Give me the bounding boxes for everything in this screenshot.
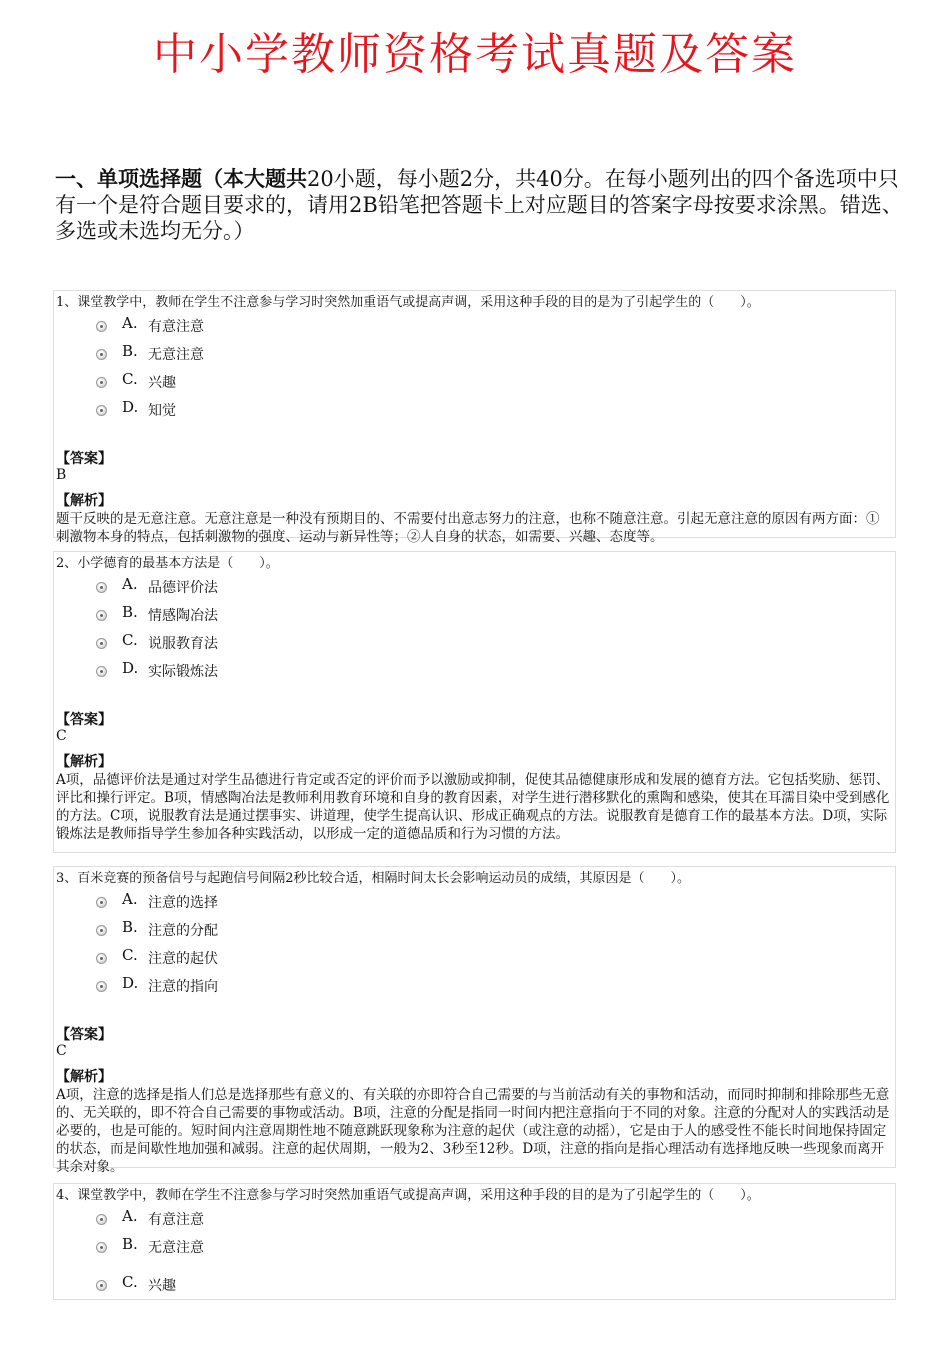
option-a[interactable] (54, 889, 895, 917)
option-c[interactable] (54, 369, 895, 397)
question-stem: 3、百米竞赛的预备信号与起跑信号间隔2秒比较合适，相隔时间太长会影响运动员的成绩，其原因是（ ）。 (56, 871, 691, 886)
radio-button[interactable] (96, 638, 107, 649)
option-text: 无意注意 (148, 1240, 204, 1256)
explanation-text: A项，品德评价法是通过对学生品德进行肯定或否定的评价而予以激励或抑制，促使其品德健康形成和发展的德育方法。它包括奖励、惩罚、评比和操行评定。B项，情感陶冶法是教师利用教育环境和自身的教育因素，对学生进行潜移默化的熏陶和感染，使其在耳濡目染中受到感化的方法。C项，说服教育法是通过摆事实、讲道理，使学生提高认识、形成正确观点的方法。说服教育是德育工作的最基本方法。D项，实际锻炼法是教师指导学生参加各种实践活动，以形成一定的道德品质和行为习惯的方法。 (56, 772, 890, 842)
answer-value: C (56, 1043, 67, 1059)
option-text: 兴趣 (148, 1278, 176, 1294)
explanation-text: 题干反映的是无意注意。无意注意是一种没有预期目的、不需要付出意志努力的注意，也称不随意注意。引起无意注意的原因有两方面：①刺激物本身的特点，包括刺激物的强度、运动与新异性等；②人自身的状态，如需要、兴趣、态度等。 (56, 511, 880, 545)
option-a[interactable] (54, 1206, 895, 1234)
option-letter: A. (122, 575, 138, 593)
radio-button[interactable] (96, 1214, 107, 1225)
option-text: 有意注意 (148, 319, 204, 335)
option-text: 知觉 (148, 403, 176, 419)
section-heading (55, 166, 905, 244)
option-text: 兴趣 (148, 375, 176, 391)
option-c[interactable] (54, 945, 895, 973)
option-b[interactable] (54, 917, 895, 945)
option-text: 注意的选择 (148, 895, 218, 911)
option-letter: C. (122, 1273, 138, 1291)
option-text: 注意的指向 (148, 979, 218, 995)
section-heading-bold: 一、单项选择题（本大题共 (55, 166, 307, 191)
explanation-label: 【解析】 (56, 1069, 112, 1085)
option-b[interactable] (54, 341, 895, 369)
option-letter: A. (122, 1207, 138, 1225)
radio-button[interactable] (96, 349, 107, 360)
radio-button[interactable] (96, 953, 107, 964)
option-letter: A. (122, 890, 138, 908)
option-letter: B. (122, 1235, 138, 1253)
option-b[interactable] (54, 1234, 895, 1262)
section-heading-text: 20小题，每小题2分，共40分。在每小题列出的四个备选项中只有一个是符合题目要求的，请用2B铅笔把答题卡上对应题目的答案字母按要求涂黑。错选、多选或未选均无分。） (55, 167, 903, 243)
option-text: 品德评价法 (148, 580, 218, 596)
answer-label: 【答案】 (56, 712, 112, 728)
radio-button[interactable] (96, 897, 107, 908)
question-card-2 (53, 551, 896, 853)
option-c[interactable] (54, 1272, 895, 1300)
radio-button[interactable] (96, 582, 107, 593)
question-stem: 4、课堂教学中，教师在学生不注意参与学习时突然加重语气或提高声调，采用这种手段的目的是为了引起学生的（ ）。 (56, 1188, 760, 1203)
answer-label: 【答案】 (56, 1027, 112, 1043)
explanation-label: 【解析】 (56, 754, 112, 770)
radio-button[interactable] (96, 1280, 107, 1291)
radio-button[interactable] (96, 610, 107, 621)
option-text: 实际锻炼法 (148, 664, 218, 680)
option-letter: C. (122, 631, 138, 649)
option-letter: B. (122, 603, 138, 621)
option-letter: D. (122, 974, 139, 992)
option-text: 说服教育法 (148, 636, 218, 652)
option-b[interactable] (54, 602, 895, 630)
document-title: 中小学教师资格考试真题及答案 (153, 29, 797, 80)
option-text: 有意注意 (148, 1212, 204, 1228)
option-letter: B. (122, 342, 138, 360)
option-d[interactable] (54, 397, 895, 425)
explanation-text: A项，注意的选择是指人们总是选择那些有意义的、有关联的亦即符合自己需要的与当前活动有关的事物和活动，而同时抑制和排除那些无意的、无关联的，即不符合自己需要的事物或活动。B项，注意的分配是指同一时间内把注意指向于不同的对象。注意的分配对人的实践活动是必要的，也是可能的。短时间内注意周期性地不随意跳跃现象称为注意的起伏（或注意的动摇），它是由于人的感受性不能长时间地保持固定的状态，而是间歇性地加强和减弱。注意的起伏周期，一般为2、3秒至12秒。D项，注意的指向是指心理活动有选择地反映一些现象而离开其余对象。 (56, 1087, 890, 1175)
option-d[interactable] (54, 658, 895, 686)
option-text: 情感陶冶法 (148, 608, 218, 624)
radio-button[interactable] (96, 925, 107, 936)
option-text: 注意的分配 (148, 923, 218, 939)
option-letter: D. (122, 398, 139, 416)
radio-button[interactable] (96, 321, 107, 332)
explanation-label: 【解析】 (56, 493, 112, 509)
option-letter: C. (122, 370, 138, 388)
question-card-4 (53, 1183, 896, 1300)
option-text: 注意的起伏 (148, 951, 218, 967)
radio-button[interactable] (96, 405, 107, 416)
radio-button[interactable] (96, 377, 107, 388)
question-card-1 (53, 290, 896, 545)
radio-button[interactable] (96, 666, 107, 677)
option-letter: B. (122, 918, 138, 936)
option-letter: C. (122, 946, 138, 964)
radio-button[interactable] (96, 981, 107, 992)
question-stem: 1、课堂教学中，教师在学生不注意参与学习时突然加重语气或提高声调，采用这种手段的目的是为了引起学生的（ ）。 (56, 295, 760, 310)
answer-value: B (56, 467, 67, 483)
answer-label: 【答案】 (56, 451, 112, 467)
option-a[interactable] (54, 313, 895, 341)
radio-button[interactable] (96, 1242, 107, 1253)
option-letter: D. (122, 659, 139, 677)
option-letter: A. (122, 314, 138, 332)
question-stem: 2、小学德育的最基本方法是（ ）。 (56, 556, 279, 571)
answer-value: C (56, 728, 67, 744)
option-text: 无意注意 (148, 347, 204, 363)
question-card-3 (53, 866, 896, 1175)
option-d[interactable] (54, 973, 895, 1001)
option-a[interactable] (54, 574, 895, 602)
option-c[interactable] (54, 630, 895, 658)
